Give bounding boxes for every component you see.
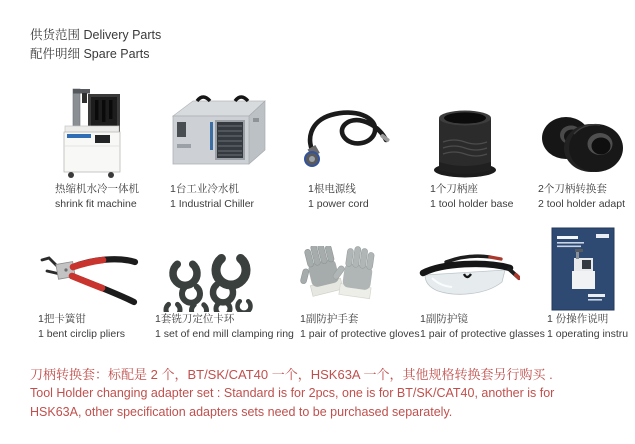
caption-en: 1 set of end mill clamping ring — [155, 328, 294, 340]
caption-zh: 1台工业冷水机 — [170, 183, 239, 195]
adapter-note — [30, 365, 630, 422]
circlip-pliers-image — [30, 244, 145, 310]
adapter-note-zh: 刀柄转换套：标配是 2 个，BT/SK/CAT40 一个，HSK63A 一个，其他规格转换套另行购买 . — [30, 367, 553, 382]
page-header — [30, 26, 161, 64]
caption-en: 1 power cord — [308, 198, 369, 210]
shrink-fit-machine-image — [48, 86, 136, 180]
caption-protective-glasses — [420, 312, 545, 342]
adapter-note-en-line2: HSK63A, other specification adapters sets need to be purchased separately. — [30, 405, 453, 419]
protective-gloves-image — [298, 246, 400, 312]
caption-en: 1 pair of protective glasses — [420, 328, 545, 340]
header-delivery-parts: 供货范围 Delivery Parts — [30, 28, 162, 42]
caption-industrial-chiller — [170, 182, 254, 212]
caption-tool-holder-base — [430, 182, 513, 212]
adapter-front — [564, 124, 623, 172]
adapter-note-en-line1: Tool Holder changing adapter set : Standard is for 2pcs, one is for BT/SK/CAT40, another is for — [30, 386, 555, 400]
caption-en: 1 tool holder base — [430, 198, 514, 210]
caption-en: 1 operating instru — [547, 328, 629, 340]
caption-zh: 1根电源线 — [308, 183, 356, 195]
caption-zh: 1 份操作说明 — [547, 313, 609, 325]
caption-zh: 热缩机水冷一体机 — [55, 183, 139, 195]
caption-shrink-fit-machine — [55, 182, 139, 212]
caption-zh: 1套铣刀定位卡环 — [155, 313, 235, 325]
caption-operating-manual — [547, 312, 635, 342]
caption-en: 1 pair of protective gloves — [300, 328, 420, 340]
caption-power-cord — [308, 182, 369, 212]
tool-holder-adapters-image — [538, 110, 628, 180]
protective-glasses-image — [416, 248, 520, 308]
caption-en: 1 bent circlip pliers — [38, 328, 125, 340]
caption-en: 2 tool holder adapt — [538, 198, 625, 210]
operating-manual-image — [551, 227, 615, 311]
caption-clamping-rings — [155, 312, 294, 342]
caption-zh: 1个刀柄座 — [430, 183, 478, 195]
caption-protective-gloves — [300, 312, 420, 342]
industrial-chiller-image — [163, 92, 273, 176]
header-spare-parts: 配件明细 Spare Parts — [30, 47, 150, 61]
caption-en: shrink fit machine — [55, 198, 137, 210]
caption-tool-holder-adapters — [538, 182, 635, 212]
power-cord-image — [296, 103, 392, 177]
clamping-rings-image — [155, 240, 267, 312]
caption-zh: 1副防护镜 — [420, 313, 468, 325]
tool-holder-base-image — [430, 104, 500, 180]
caption-zh: 2个刀柄转换套 — [538, 183, 607, 195]
caption-circlip-pliers — [38, 312, 125, 342]
caption-zh: 1把卡簧钳 — [38, 313, 86, 325]
caption-zh: 1副防护手套 — [300, 313, 359, 325]
caption-en: 1 Industrial Chiller — [170, 198, 255, 210]
